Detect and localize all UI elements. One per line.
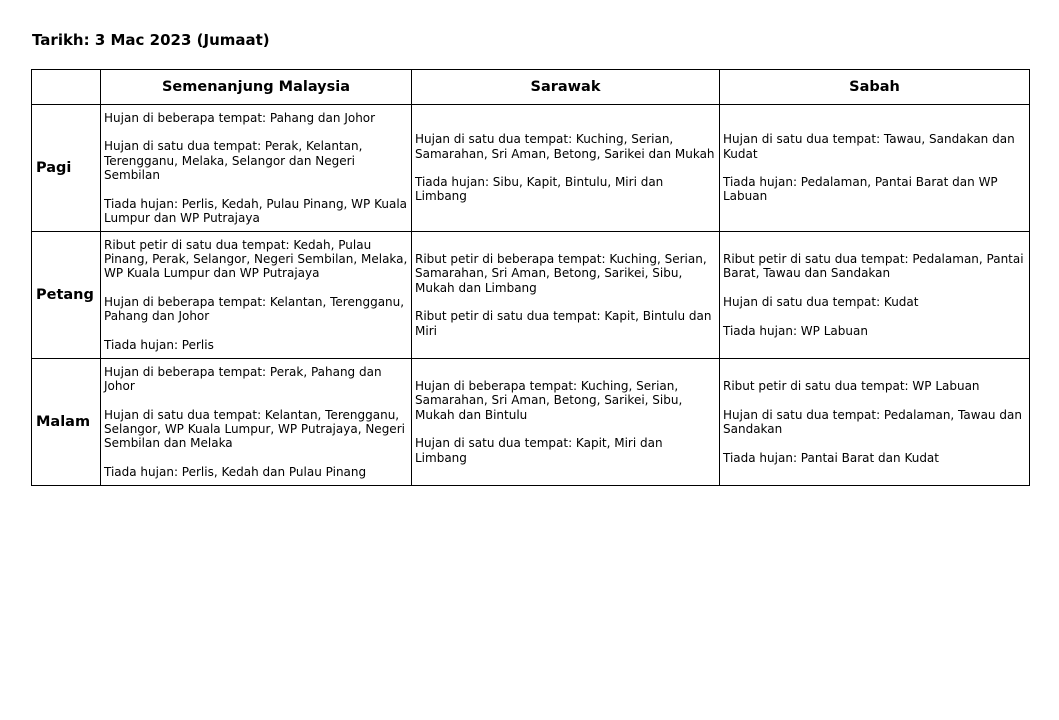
cell-malam-sabah xyxy=(720,359,1030,486)
forecast-line: Hujan di satu dua tempat: Tawau, Sandakan dan Kudat xyxy=(723,132,1015,161)
header-sarawak: Sarawak xyxy=(412,70,720,105)
forecast-line: Tiada hujan: Perlis, Kedah, Pulau Pinang, WP Kuala Lumpur dan WP Putrajaya xyxy=(104,196,408,225)
cell-petang-sarawak xyxy=(412,232,720,359)
cell-petang-sabah xyxy=(720,232,1030,359)
forecast-line: Hujan di satu dua tempat: Pedalaman, Tawau dan Sandakan xyxy=(723,407,1022,436)
forecast-line: Tiada hujan: Sibu, Kapit, Bintulu, Miri dan Limbang xyxy=(415,175,664,204)
forecast-line: Tiada hujan: Pantai Barat dan Kudat xyxy=(723,450,939,465)
forecast-line: Ribut petir di satu dua tempat: Kedah, Pulau Pinang, Perak, Selangor, Negeri Sembilan, Melaka, WP Kuala Lumpur dan WP Putrajaya xyxy=(104,237,408,281)
forecast-line: Hujan di satu dua tempat: Kudat xyxy=(723,295,919,309)
forecast-line: Tiada hujan: WP Labuan xyxy=(723,323,868,338)
table-header xyxy=(32,70,1030,105)
forecast-line: Ribut petir di satu dua tempat: WP Labuan xyxy=(723,379,980,394)
forecast-line: Tiada hujan: Pedalaman, Pantai Barat dan WP Labuan xyxy=(723,175,998,204)
period-label: Pagi xyxy=(32,105,101,232)
table-body xyxy=(32,105,1030,486)
cell-malam-semenanjung xyxy=(101,359,412,486)
forecast-line: Ribut petir di satu dua tempat: Kapit, Bintulu dan Miri xyxy=(415,309,712,338)
forecast-line: Hujan di satu dua tempat: Kuching, Serian, Samarahan, Sri Aman, Betong, Sarikei dan Mukah xyxy=(415,132,715,161)
forecast-line: Hujan di satu dua tempat: Perak, Kelantan, Terengganu, Melaka, Selangor dan Negeri Sembilan xyxy=(104,139,363,182)
cell-petang-semenanjung xyxy=(101,232,412,359)
header-semenanjung-malaysia: Semenanjung Malaysia xyxy=(101,70,412,105)
header-corner xyxy=(32,70,101,105)
row-petang xyxy=(32,232,1030,359)
cell-malam-sarawak xyxy=(412,359,720,486)
forecast-line: Hujan di beberapa tempat: Pahang dan Johor xyxy=(104,110,376,125)
header-sabah: Sabah xyxy=(720,70,1030,105)
cell-pagi-sarawak xyxy=(412,105,720,232)
forecast-line: Tiada hujan: Perlis, Kedah dan Pulau Pinang xyxy=(104,464,367,479)
row-malam xyxy=(32,359,1030,486)
cell-pagi-semenanjung xyxy=(101,105,412,232)
forecast-line: Ribut petir di beberapa tempat: Kuching, Serian, Samarahan, Sri Aman, Betong, Sarikei, Sibu, Mukah dan Limbang xyxy=(415,252,707,295)
forecast-line: Hujan di satu dua tempat: Kapit, Miri dan Limbang xyxy=(415,436,663,465)
period-label: Malam xyxy=(32,359,101,486)
header-row xyxy=(32,70,1030,105)
forecast-line: Ribut petir di satu dua tempat: Pedalaman, Pantai Barat, Tawau dan Sandakan xyxy=(723,252,1024,281)
row-pagi xyxy=(32,105,1030,232)
weather-forecast-table xyxy=(31,69,1030,486)
forecast-line: Hujan di beberapa tempat: Kuching, Serian, Samarahan, Sri Aman, Betong, Sarikei, Sibu, Mukah dan Bintulu xyxy=(415,379,683,422)
forecast-line: Tiada hujan: Perlis xyxy=(104,337,214,352)
forecast-line: Hujan di beberapa tempat: Perak, Pahang dan Johor xyxy=(104,364,382,394)
page-title: Tarikh: 3 Mac 2023 (Jumaat) xyxy=(32,31,270,49)
forecast-line: Hujan di satu dua tempat: Kelantan, Terengganu, Selangor, WP Kuala Lumpur, WP Putrajaya, Negeri Sembilan dan Melaka xyxy=(104,407,405,451)
period-label: Petang xyxy=(32,232,101,359)
cell-pagi-sabah xyxy=(720,105,1030,232)
forecast-line: Hujan di beberapa tempat: Kelantan, Terengganu, Pahang dan Johor xyxy=(104,295,405,324)
